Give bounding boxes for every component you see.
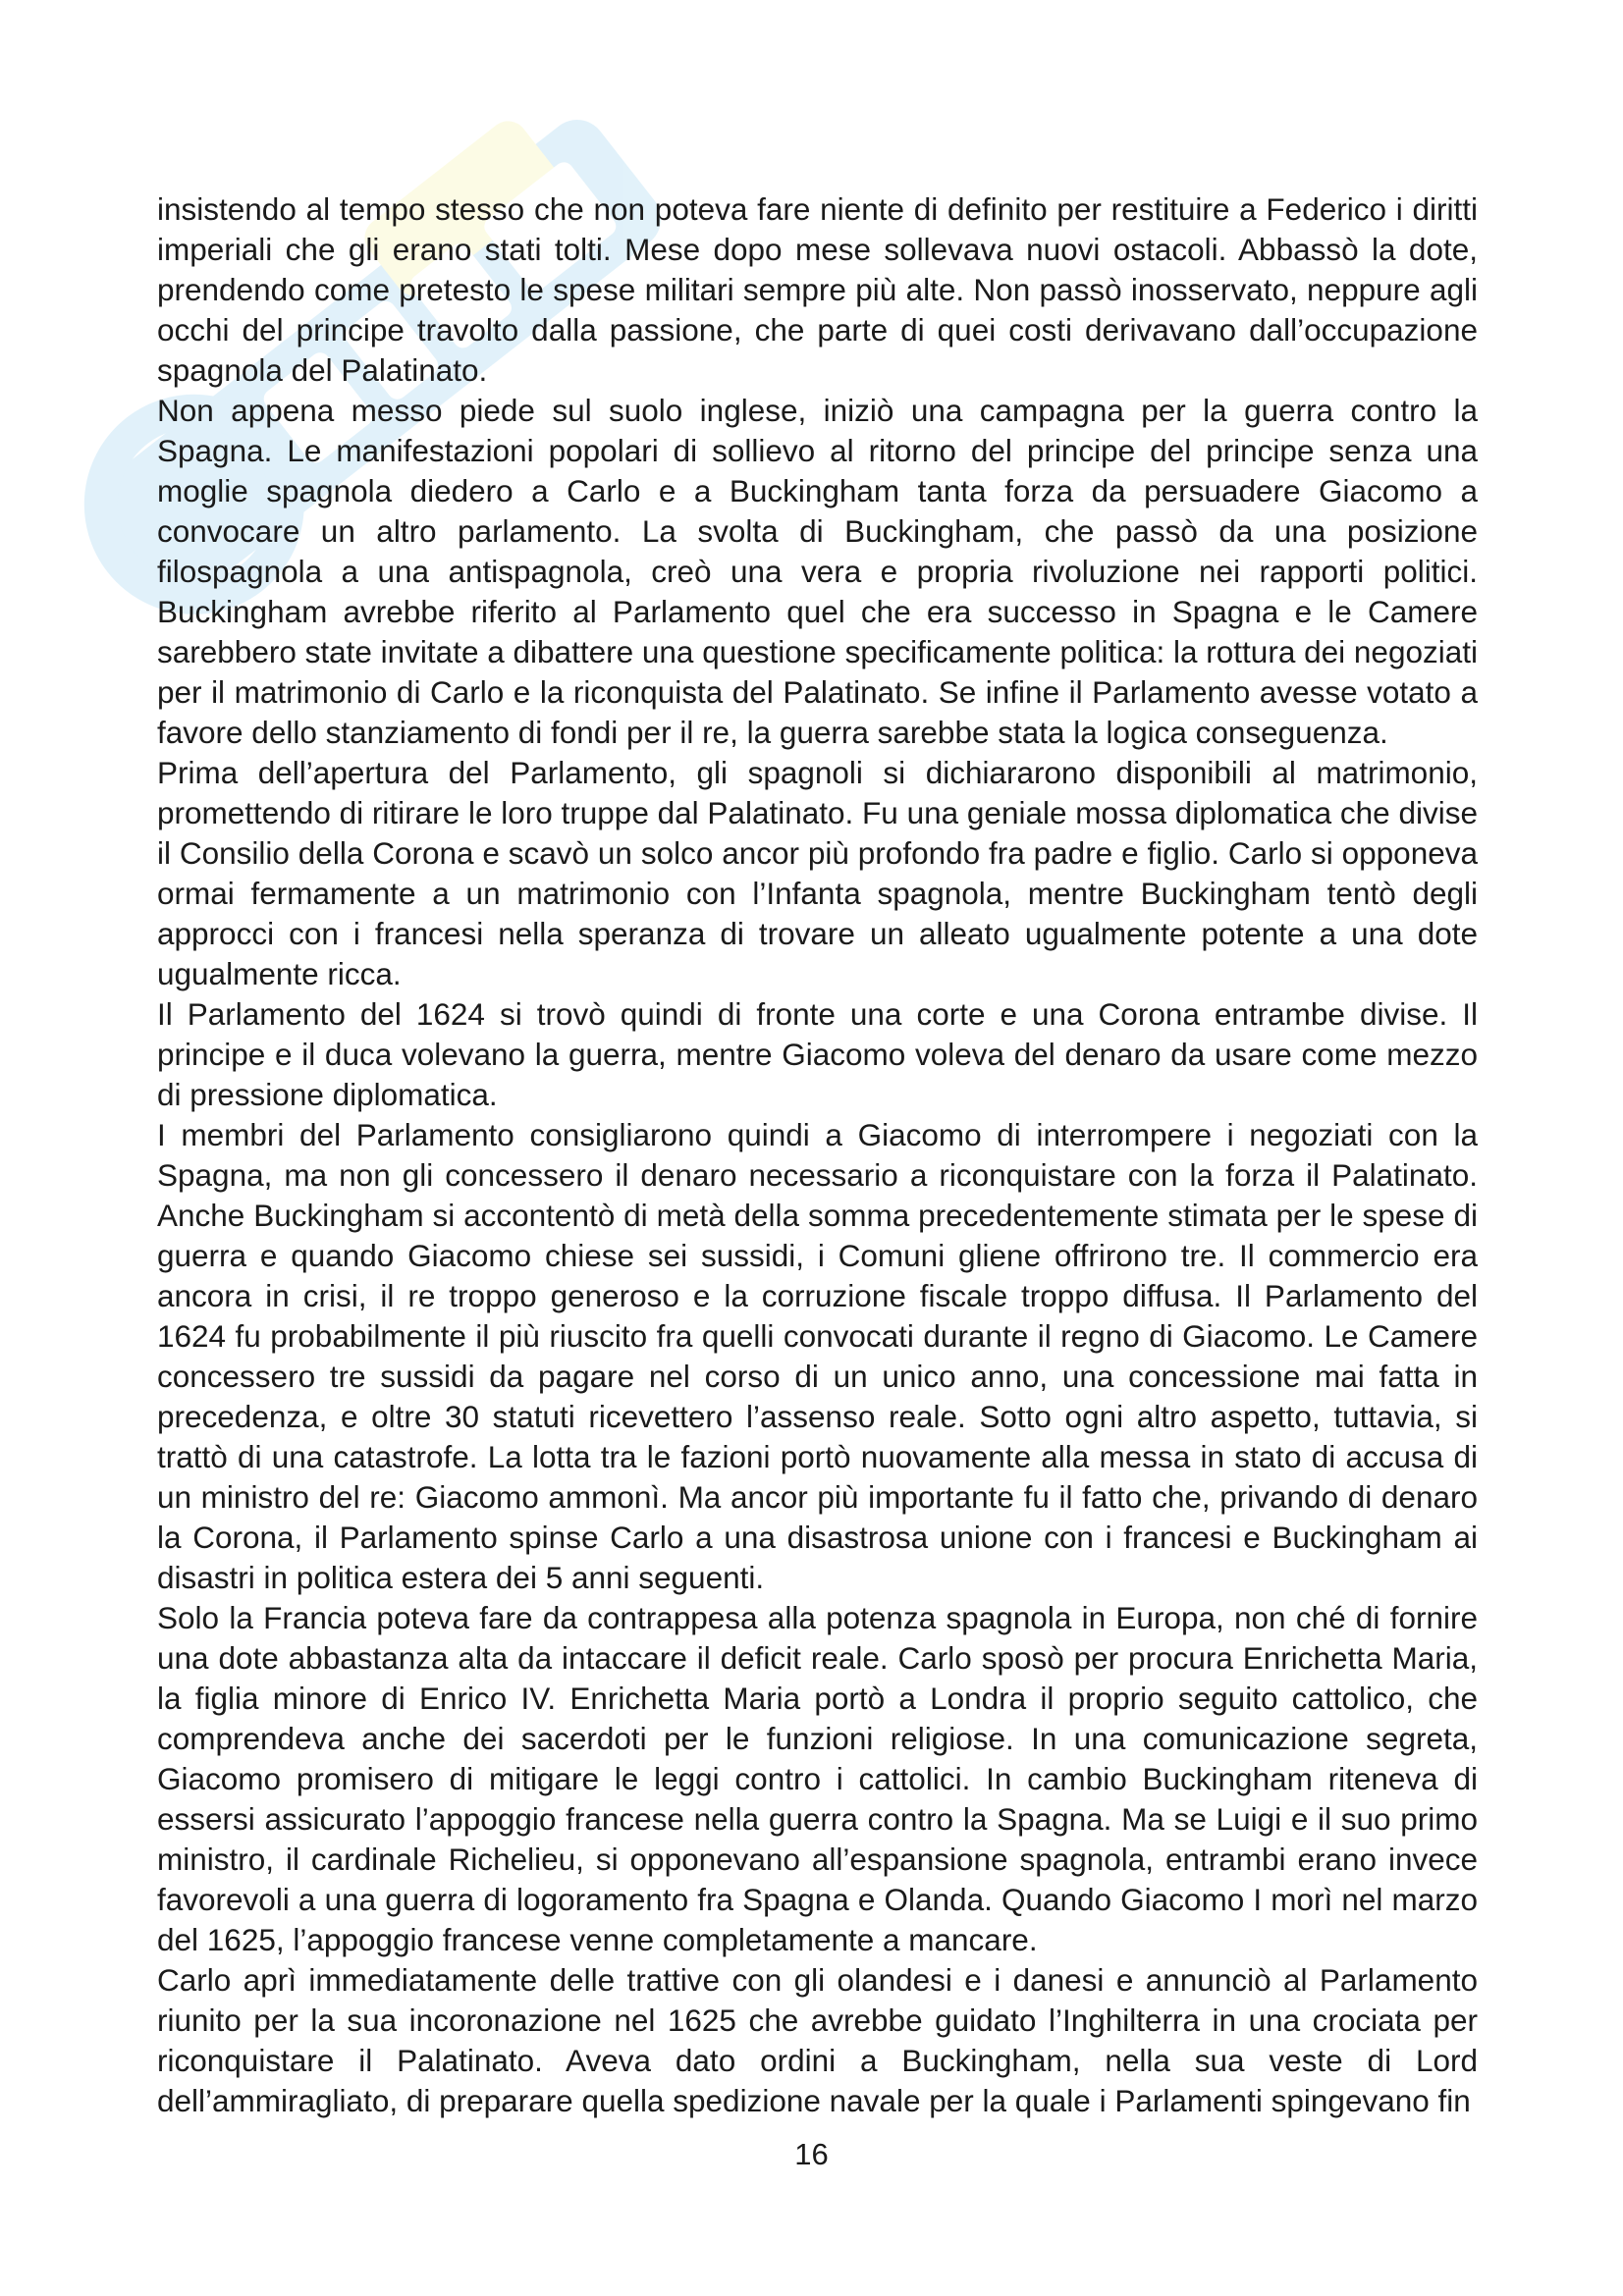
paragraph: Solo la Francia poteva fare da contrappesa alla potenza spagnola in Europa, non ché di fornire una dote abbastanza alta da intaccare il deficit reale. Carlo sposò per procura Enrichetta Maria, la figlia minore di Enrico IV. Enrichetta Maria portò a Londra il proprio seguito cattolico, che comprendeva anche dei sacerdoti per le funzioni religiose. In una comunicazione segreta, Giacomo promisero di mitigare le leggi contro i cattolici. In cambio Buckingham riteneva di essersi assicurato l’appoggio francese nella guerra contro la Spagna. Ma se Luigi e il suo primo ministro, il cardinale Richelieu, si opponevano all’espansione spagnola, entrambi erano invece favorevoli a una guerra di logoramento fra Spagna e Olanda. Quando Giacomo I morì nel marzo del 1625, l’appoggio francese venne completamente a mancare. xyxy=(157,1600,1478,1957)
body-text xyxy=(157,189,1478,2121)
paragraph: Carlo aprì immediatamente delle trattive con gli olandesi e i danesi e annunciò al Parlamento riunito per la sua incoronazione nel 1625 che avrebbe guidato l’Inghilterra in una crociata per riconquistare il Palatinato. Aveva dato ordini a Buckingham, nella sua veste di Lord dell’ammiragliato, di preparare quella spedizione navale per la quale i Parlamenti spingevano fin xyxy=(157,1962,1478,2118)
paragraph: I membri del Parlamento consigliarono quindi a Giacomo di interrompere i negoziati con la Spagna, ma non gli concessero il denaro necessario a riconquistare con la forza il Palatinato. Anche Buckingham si accontentò di metà della somma precedentemente stimata per le spese di guerra e quando Giacomo chiese sei sussidi, i Comuni gliene offrirono tre. Il commercio era ancora in crisi, il re troppo generoso e la corruzione fiscale troppo diffusa. Il Parlamento del 1624 fu probabilmente il più riuscito fra quelli convocati durante il regno di Giacomo. Le Camere concessero tre sussidi da pagare nel corso di un unico anno, una concessione mai fatta in precedenza, e oltre 30 statuti ricevettero l’assenso reale. Sotto ogni altro aspetto, tuttavia, si trattò di una catastrofe. La lotta tra le fazioni portò nuovamente alla messa in stato di accusa di un ministro del re: Giacomo ammonì. Ma ancor più importante fu il fatto che, privando di denaro la Corona, il Parlamento spinse Carlo a una disastrosa unione con i francesi e Buckingham ai disastri in politica estera dei 5 anni seguenti. xyxy=(157,1117,1478,1595)
paragraph: Il Parlamento del 1624 si trovò quindi di fronte una corte e una Corona entrambe divise. Il principe e il duca volevano la guerra, mentre Giacomo voleva del denaro da usare come mezzo di pressione diplomatica. xyxy=(157,996,1478,1112)
paragraph: Non appena messo piede sul suolo inglese, iniziò una campagna per la guerra contro la Spagna. Le manifestazioni popolari di sollievo al ritorno del principe del principe senza una moglie spagnola diedero a Carlo e a Buckingham tanta forza da persuadere Giacomo a convocare un altro parlamento. La svolta di Buckingham, che passò da una posizione filospagnola a una antispagnola, creò una vera e propria rivoluzione nei rapporti politici. Buckingham avrebbe riferito al Parlamento quel che era successo in Spagna e le Camere sarebbero state invitate a dibattere una questione specificamente politica: la rottura dei negoziati per il matrimonio di Carlo e la riconquista del Palatinato. Se infine il Parlamento avesse votato a favore dello stanziamento di fondi per il re, la guerra sarebbe stata la logica conseguenza. xyxy=(157,393,1478,750)
paragraph: Prima dell’apertura del Parlamento, gli spagnoli si dichiararono disponibili al matrimonio, promettendo di ritirare le loro truppe dal Palatinato. Fu una geniale mossa diplomatica che divise il Consilio della Corona e scavò un solco ancor più profondo fra padre e figlio. Carlo si opponeva ormai fermamente a un matrimonio con l’Infanta spagnola, mentre Buckingham tentò degli approcci con i francesi nella speranza di trovare un alleato ugualmente potente a una dote ugualmente ricca. xyxy=(157,755,1478,991)
page-number: 16 xyxy=(794,2137,829,2171)
paragraph: insistendo al tempo stesso che non poteva fare niente di definito per restituire a Federico i diritti imperiali che gli erano stati tolti. Mese dopo mese sollevava nuovi ostacoli. Abbassò la dote, prendendo come pretesto le spese militari sempre più alte. Non passò inosservato, neppure agli occhi del principe travolto dalla passione, che parte di quei costi derivavano dall’occupazione spagnola del Palatinato. xyxy=(157,191,1478,388)
